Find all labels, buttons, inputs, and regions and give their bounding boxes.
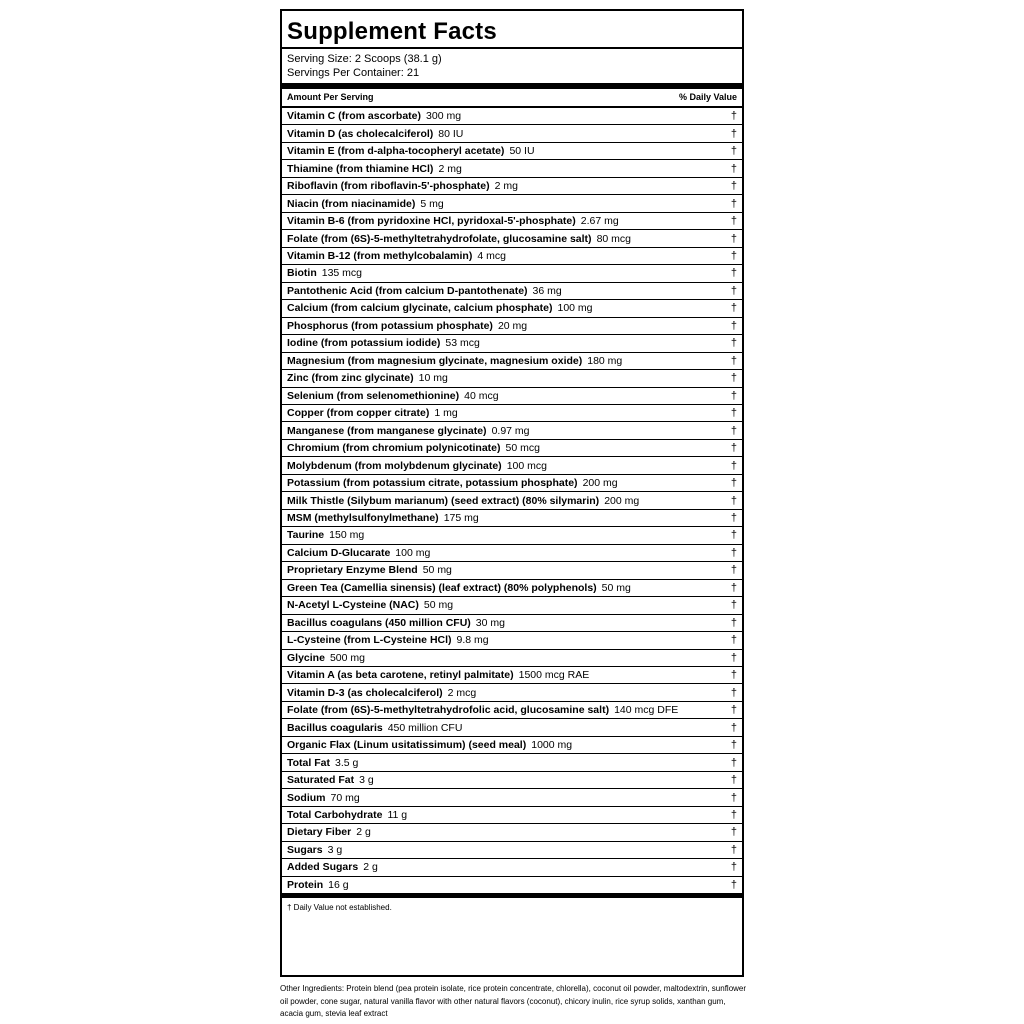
daily-value-dagger: † — [730, 843, 737, 856]
nutrient-amount: 30 mg — [475, 616, 505, 629]
nutrient-amount: 200 mg — [582, 477, 618, 490]
daily-value-dagger: † — [730, 564, 737, 577]
nutrient-label — [287, 512, 479, 524]
nutrient-name: Added Sugars — [287, 861, 359, 874]
nutrient-name: Vitamin D-3 (as cholecalciferol) — [287, 686, 443, 699]
table-row — [282, 475, 742, 492]
nutrient-label — [287, 145, 535, 157]
nutrient-amount: 50 mg — [601, 581, 631, 594]
daily-value-dagger: † — [730, 145, 737, 158]
daily-value-dagger: † — [730, 634, 737, 647]
nutrient-name: N-Acetyl L-Cysteine (NAC) — [287, 599, 419, 612]
table-row — [282, 178, 742, 195]
table-row — [282, 440, 742, 457]
nutrient-name: Niacin (from niacinamide) — [287, 197, 416, 210]
nutrient-amount: 2 g — [356, 826, 371, 839]
nutrient-name: Phosphorus (from potassium phosphate) — [287, 319, 493, 332]
daily-value-dagger: † — [730, 669, 737, 682]
nutrient-name: Proprietary Enzyme Blend — [287, 564, 418, 577]
table-row — [282, 527, 742, 544]
nutrient-name: Calcium D-Glucarate — [287, 546, 391, 559]
daily-value-dagger: † — [730, 354, 737, 367]
supplement-facts-panel — [280, 9, 744, 977]
nutrient-name: Vitamin E (from d-alpha-tocopheryl acetate) — [287, 145, 505, 158]
table-row — [282, 667, 742, 684]
daily-value-dagger: † — [730, 826, 737, 839]
table-row — [282, 789, 742, 806]
table-row — [282, 335, 742, 352]
nutrient-label — [287, 215, 619, 227]
nutrient-amount: 2 mg — [438, 162, 462, 175]
daily-value-dagger: † — [730, 232, 737, 245]
nutrient-label — [287, 425, 530, 437]
table-row — [282, 562, 742, 579]
daily-value-dagger: † — [730, 546, 737, 559]
nutrient-label — [287, 704, 678, 716]
nutrient-name: Total Fat — [287, 756, 330, 769]
table-row — [282, 632, 742, 649]
nutrient-amount: 4 mcg — [477, 249, 506, 262]
nutrient-amount: 450 million CFU — [387, 721, 463, 734]
table-row — [282, 422, 742, 439]
table-row — [282, 125, 742, 142]
table-row — [282, 650, 742, 667]
daily-value-dagger: † — [730, 302, 737, 315]
nutrient-amount: 3 g — [327, 843, 343, 856]
table-row — [282, 353, 742, 370]
nutrient-amount: 100 mg — [557, 302, 593, 315]
nutrient-name: Sodium — [287, 791, 326, 804]
nutrient-amount: 50 IU — [509, 145, 535, 158]
nutrient-label — [287, 826, 371, 838]
nutrient-amount: 20 mg — [497, 319, 528, 332]
nutrient-name: Biotin — [287, 267, 317, 280]
nutrient-name: Iodine (from potassium iodide) — [287, 337, 441, 350]
daily-value-dagger: † — [730, 651, 737, 664]
nutrient-name: MSM (methylsulfonylmethane) — [287, 512, 439, 525]
servings-per-container: Servings Per Container: 21 — [287, 67, 420, 79]
daily-value-dagger: † — [730, 721, 737, 734]
daily-value-dagger: † — [730, 267, 737, 280]
daily-value-dagger: † — [730, 459, 737, 472]
table-row — [282, 859, 742, 876]
panel-title: Supplement Facts — [287, 18, 497, 45]
daily-value-dagger: † — [730, 162, 737, 175]
nutrient-label — [287, 198, 444, 210]
nutrient-label — [287, 233, 631, 245]
nutrient-name: Sugars — [287, 843, 323, 856]
nutrient-name: Thiamine (from thiamine HCl) — [287, 162, 434, 175]
table-row — [282, 213, 742, 230]
nutrient-label — [287, 564, 452, 576]
daily-value-dagger: † — [730, 599, 737, 612]
nutrient-name: Vitamin A (as beta carotene, retinyl palmitate) — [287, 669, 514, 682]
table-row — [282, 248, 742, 265]
nutrient-label — [287, 128, 463, 140]
nutrient-name: L-Cysteine (from L-Cysteine HCl) — [287, 634, 452, 647]
nutrient-label — [287, 861, 378, 873]
table-row — [282, 510, 742, 527]
daily-value-dagger: † — [730, 337, 737, 350]
daily-value-dagger: † — [730, 704, 737, 717]
nutrient-rows — [282, 108, 742, 894]
nutrient-label — [287, 110, 461, 122]
table-row — [282, 492, 742, 509]
nutrient-name: Vitamin D (as cholecalciferol) — [287, 127, 434, 140]
table-row — [282, 580, 742, 597]
nutrient-amount: 135 mcg — [321, 267, 363, 280]
daily-value-dagger: † — [730, 372, 737, 385]
nutrient-label — [287, 372, 448, 384]
nutrient-amount: 50 mcg — [505, 442, 540, 455]
nutrient-name: Molybdenum (from molybdenum glycinate) — [287, 459, 502, 472]
serving-info — [282, 49, 742, 83]
nutrient-name: Dietary Fiber — [287, 826, 352, 839]
nutrient-name: Chromium (from chromium polynicotinate) — [287, 442, 501, 455]
table-row — [282, 615, 742, 632]
nutrient-name: Saturated Fat — [287, 774, 355, 787]
daily-value-dagger: † — [730, 616, 737, 629]
nutrient-label — [287, 739, 572, 751]
table-row — [282, 807, 742, 824]
nutrient-label — [287, 844, 342, 856]
daily-value-dagger: † — [730, 512, 737, 525]
footnote: † Daily Value not established. — [287, 903, 392, 913]
nutrient-label — [287, 879, 349, 891]
table-row — [282, 405, 742, 422]
nutrient-name: Protein — [287, 878, 324, 891]
nutrient-label — [287, 337, 480, 349]
nutrient-amount: 150 mg — [329, 529, 365, 542]
nutrient-amount: 1500 mcg RAE — [518, 669, 590, 682]
daily-value-dagger: † — [730, 739, 737, 752]
nutrient-amount: 11 g — [387, 808, 408, 821]
table-row — [282, 370, 742, 387]
nutrient-amount: 100 mg — [395, 546, 431, 559]
table-row — [282, 108, 742, 125]
nutrient-label — [287, 407, 458, 419]
table-row — [282, 143, 742, 160]
daily-value-dagger: † — [730, 215, 737, 228]
table-row — [282, 160, 742, 177]
daily-value-dagger: † — [730, 442, 737, 455]
nutrient-amount: 80 mcg — [596, 232, 631, 245]
nutrient-amount: 2 g — [363, 861, 378, 874]
serving-size: Serving Size: 2 Scoops (38.1 g) — [287, 53, 442, 65]
nutrient-name: Folate (from (6S)-5-methyltetrahydrofolic acid, glucosamine salt) — [287, 704, 610, 717]
nutrient-amount: 3 g — [359, 774, 374, 787]
nutrient-name: Pantothenic Acid (from calcium D-pantothenate) — [287, 284, 528, 297]
nutrient-amount: 1 mg — [434, 407, 458, 420]
nutrient-amount: 180 mg — [587, 354, 623, 367]
nutrient-label — [287, 757, 358, 769]
table-row — [282, 265, 742, 282]
nutrient-label — [287, 529, 364, 541]
nutrient-amount: 50 mg — [422, 564, 452, 577]
nutrient-label — [287, 582, 631, 594]
nutrient-label — [287, 809, 407, 821]
nutrient-label — [287, 250, 506, 262]
nutrient-label — [287, 285, 562, 297]
nutrient-label — [287, 495, 639, 507]
table-row — [282, 545, 742, 562]
daily-value-dagger: † — [730, 791, 737, 804]
nutrient-name: Green Tea (Camellia sinensis) (leaf extract) (80% polyphenols) — [287, 581, 597, 594]
daily-value-dagger: † — [730, 581, 737, 594]
nutrient-name: Magnesium (from magnesium glycinate, magnesium oxide) — [287, 354, 583, 367]
nutrient-label — [287, 163, 462, 175]
table-row — [282, 230, 742, 247]
nutrient-amount: 50 mg — [423, 599, 454, 612]
nutrient-label — [287, 617, 505, 629]
table-row — [282, 824, 742, 841]
nutrient-name: Vitamin B-12 (from methylcobalamin) — [287, 249, 473, 262]
nutrient-amount: 36 mg — [532, 284, 562, 297]
daily-value-dagger: † — [730, 110, 737, 123]
table-row — [282, 300, 742, 317]
daily-value-dagger: † — [730, 319, 737, 332]
daily-value-dagger: † — [730, 127, 737, 140]
other-ingredients: Other Ingredients: Protein blend (pea protein isolate, rice protein concentrate, chlorella), coconut oil powder, maltodextrin, sunflower oil powder, cone sugar, natural vanilla flavor with other natural flavors (coconut), chicory inulin, rice syrup solids, xanthan gum, acacia gum, stevia leaf extract — [280, 984, 747, 1018]
daily-value-dagger: † — [730, 477, 737, 490]
nutrient-name: Bacillus coagulans (450 million CFU) — [287, 616, 471, 629]
nutrient-amount: 2 mg — [494, 180, 518, 193]
nutrient-amount: 3.5 g — [334, 756, 359, 769]
nutrient-amount: 40 mcg — [464, 389, 499, 402]
nutrient-amount: 0.97 mg — [491, 424, 530, 437]
nutrient-amount: 200 mg — [604, 494, 640, 507]
nutrient-name: Milk Thistle (Silybum marianum) (seed extract) (80% silymarin) — [287, 494, 600, 507]
nutrient-amount: 1000 mg — [531, 739, 573, 752]
nutrient-amount: 70 mg — [330, 791, 360, 804]
table-header — [282, 89, 742, 108]
daily-value-dagger: † — [730, 389, 737, 402]
daily-value-dagger: † — [730, 180, 737, 193]
table-row — [282, 702, 742, 719]
table-row — [282, 754, 742, 771]
nutrient-name: Potassium (from potassium citrate, potassium phosphate) — [287, 477, 578, 490]
header-daily-value: % Daily Value — [678, 92, 737, 102]
nutrient-label — [287, 547, 430, 559]
table-row — [282, 283, 742, 300]
nutrient-label — [287, 722, 462, 734]
daily-value-dagger: † — [730, 494, 737, 507]
daily-value-dagger: † — [730, 424, 737, 437]
nutrient-name: Total Carbohydrate — [287, 808, 383, 821]
nutrient-label — [287, 442, 540, 454]
table-row — [282, 684, 742, 701]
daily-value-dagger: † — [730, 774, 737, 787]
nutrient-label — [287, 652, 365, 664]
daily-value-dagger: † — [730, 878, 737, 891]
nutrient-label — [287, 180, 518, 192]
nutrient-name: Bacillus coagularis — [287, 721, 383, 734]
nutrient-amount: 100 mcg — [506, 459, 547, 472]
header-amount-per-serving: Amount Per Serving — [287, 92, 374, 102]
table-row — [282, 737, 742, 754]
nutrient-label — [287, 320, 527, 332]
daily-value-dagger: † — [730, 407, 737, 420]
table-row — [282, 318, 742, 335]
nutrient-name: Organic Flax (Linum usitatissimum) (seed meal) — [287, 739, 527, 752]
nutrient-amount: 140 mcg DFE — [614, 704, 679, 717]
daily-value-dagger: † — [730, 284, 737, 297]
nutrient-label — [287, 267, 362, 279]
table-row — [282, 388, 742, 405]
nutrient-name: Copper (from copper citrate) — [287, 407, 430, 420]
table-row — [282, 719, 742, 736]
nutrient-amount: 175 mg — [443, 512, 479, 525]
nutrient-amount: 2 mcg — [447, 686, 477, 699]
nutrient-label — [287, 669, 589, 681]
nutrient-name: Vitamin C (from ascorbate) — [287, 110, 422, 123]
nutrient-label — [287, 460, 547, 472]
nutrient-label — [287, 477, 618, 489]
table-row — [282, 877, 742, 894]
nutrient-amount: 53 mcg — [445, 337, 480, 350]
table-row — [282, 772, 742, 789]
nutrient-amount: 16 g — [328, 878, 349, 891]
nutrient-amount: 5 mg — [420, 197, 444, 210]
nutrient-label — [287, 390, 499, 402]
nutrient-amount: 10 mg — [418, 372, 448, 385]
table-row — [282, 457, 742, 474]
nutrient-name: Vitamin B-6 (from pyridoxine HCl, pyridoxal-5'-phosphate) — [287, 215, 576, 228]
table-row — [282, 195, 742, 212]
nutrient-label — [287, 355, 622, 367]
nutrient-name: Zinc (from zinc glycinate) — [287, 372, 414, 385]
table-row — [282, 597, 742, 614]
daily-value-dagger: † — [730, 197, 737, 210]
nutrient-name: Taurine — [287, 529, 325, 542]
nutrient-name: Manganese (from manganese glycinate) — [287, 424, 487, 437]
nutrient-name: Folate (from (6S)-5-methyltetrahydrofolate, glucosamine salt) — [287, 232, 592, 245]
daily-value-dagger: † — [730, 808, 737, 821]
daily-value-dagger: † — [730, 686, 737, 699]
nutrient-amount: 500 mg — [329, 651, 365, 664]
daily-value-dagger: † — [730, 249, 737, 262]
nutrient-amount: 9.8 mg — [456, 634, 489, 647]
nutrient-label — [287, 634, 489, 646]
nutrient-name: Riboflavin (from riboflavin-5'-phosphate) — [287, 180, 490, 193]
nutrient-amount: 80 IU — [438, 127, 464, 140]
nutrient-label — [287, 599, 453, 611]
nutrient-name: Glycine — [287, 651, 325, 664]
nutrient-label — [287, 774, 374, 786]
daily-value-dagger: † — [730, 861, 737, 874]
daily-value-dagger: † — [730, 529, 737, 542]
table-row — [282, 842, 742, 859]
nutrient-label — [287, 792, 360, 804]
daily-value-dagger: † — [730, 756, 737, 769]
nutrient-name: Calcium (from calcium glycinate, calcium phosphate) — [287, 302, 553, 315]
nutrient-label — [287, 687, 476, 699]
nutrient-amount: 300 mg — [426, 110, 462, 123]
nutrient-name: Selenium (from selenomethionine) — [287, 389, 460, 402]
nutrient-amount: 2.67 mg — [580, 215, 619, 228]
nutrient-label — [287, 302, 593, 314]
